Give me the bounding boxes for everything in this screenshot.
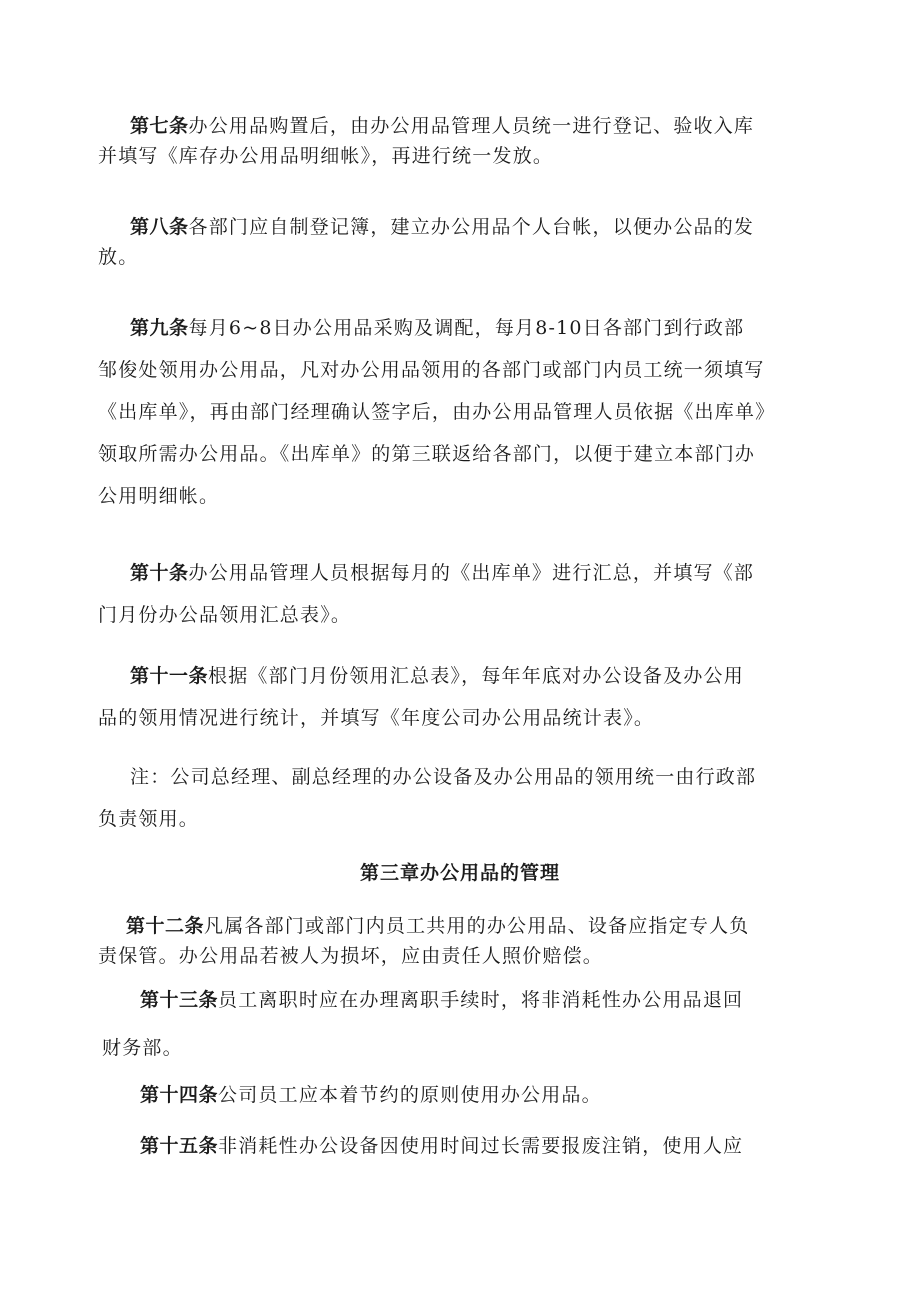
- article-10-line-2: 门月份办公品领用汇总表》。: [98, 604, 352, 626]
- article-13-line-2: 财务部。: [102, 1037, 183, 1059]
- article-11-line-2: 品的领用情况进行统计，并填写《年度公司办公用品统计表》。: [98, 707, 655, 729]
- article-8-label: 第八条: [130, 216, 189, 238]
- article-14-label: 第十四条: [140, 1084, 219, 1106]
- article-10: [98, 558, 810, 630]
- article-13-line-1: [140, 985, 810, 1015]
- article-12-label: 第十二条: [126, 915, 205, 937]
- article-12-line-2: 责保管。办公用品若被人为损坏，应由责任人照价赔偿。: [98, 945, 604, 967]
- article-8-line-1: [130, 212, 810, 242]
- article-14-text: 公司员工应本着节约的原则使用办公用品。: [218, 1084, 602, 1106]
- article-8-line-2: 放。: [98, 246, 139, 268]
- article-12-line-1: [126, 911, 810, 941]
- note: [98, 762, 810, 834]
- article-14-line-1: [140, 1080, 810, 1110]
- article-9-label: 第九条: [130, 317, 189, 339]
- article-9-line-1: [130, 313, 810, 343]
- chapter-heading: 第三章办公用品的管理: [359, 862, 560, 884]
- article-9-text: 每月6~8日办公用品采购及调配，每月8-10日各部门到行政部: [188, 317, 745, 339]
- article-9-line-3: 《出库单》，再由部门经理确认签字后，由办公用品管理人员依据《出库单》: [98, 401, 776, 423]
- article-11-line-1: [130, 661, 810, 691]
- article-11-text: 根据《部门月份领用汇总表》，每年年底对办公设备及办公用: [208, 665, 744, 687]
- article-9-line-5: 公用明细帐。: [98, 485, 220, 507]
- article-10-text: 办公用品管理人员根据每月的《出库单》进行汇总，并填写《部: [188, 562, 755, 584]
- article-7-label: 第七条: [130, 115, 189, 137]
- note-line-1: 注：公司总经理、副总经理的办公设备及办公用品的领用统一由行政部: [130, 766, 757, 788]
- article-10-line-1: [130, 558, 810, 588]
- article-11: [98, 661, 810, 733]
- article-13-text: 员工离职时应在办理离职手续时，将非消耗性办公用品退回: [218, 989, 744, 1011]
- article-7-text: 办公用品购置后，由办公用品管理人员统一进行登记、验收入库: [188, 115, 755, 137]
- article-13-label: 第十三条: [140, 989, 219, 1011]
- article-8-text: 各部门应自制登记簿，建立办公用品个人台帐，以便办公品的发: [188, 216, 755, 238]
- note-line-2: 负责领用。: [98, 808, 200, 830]
- article-14: [130, 1080, 810, 1110]
- article-12-text: 凡属各部门或部门内员工共用的办公用品、设备应指定专人负: [204, 915, 750, 937]
- article-9-line-4: 领取所需办公用品。《出库单》的第三联返给各部门，以便于建立本部门办: [98, 443, 756, 465]
- article-7: [98, 111, 810, 171]
- article-15-line-1: [140, 1131, 810, 1161]
- article-11-label: 第十一条: [130, 665, 209, 687]
- article-10-label: 第十条: [130, 562, 189, 584]
- article-15: [130, 1131, 810, 1161]
- article-7-line-1: [130, 111, 810, 141]
- article-15-label: 第十五条: [140, 1135, 219, 1157]
- article-13: [102, 985, 810, 1063]
- article-15-text: 非消耗性办公设备因使用时间过长需要报废注销，使用人应: [218, 1135, 744, 1157]
- article-12: [98, 911, 810, 971]
- article-7-line-2: 并填写《库存办公用品明细帐》，再进行统一发放。: [98, 145, 554, 167]
- article-9-line-2: 邹俊处领用办公用品，凡对办公用品领用的各部门或部门内员工统一须填写: [98, 359, 765, 381]
- article-9: [98, 313, 810, 511]
- article-8: [98, 212, 810, 272]
